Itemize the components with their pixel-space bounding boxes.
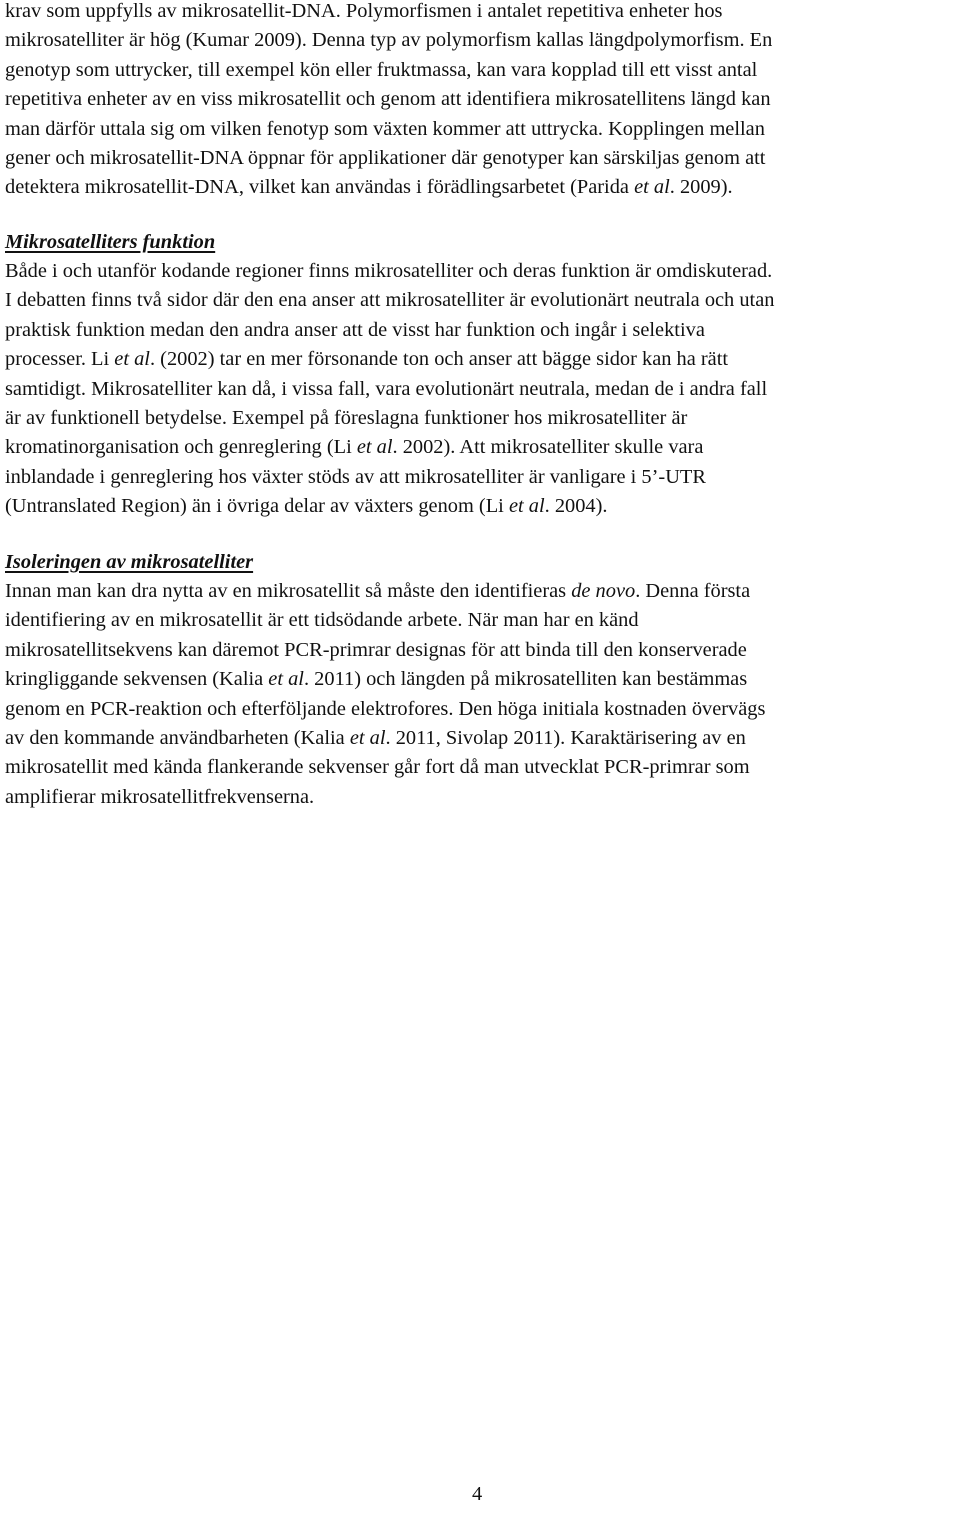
citation-et-al: et al bbox=[356, 436, 393, 459]
text-line: kringliggande sekvensen (Kalia et al. 2011) och längden på mikrosatelliten kan bestämmas bbox=[5, 668, 748, 691]
term-de-novo: de novo bbox=[571, 580, 636, 602]
text-line: detektera mikrosatellit-DNA, vilket kan användas i förädlingsarbetet (Parida et al. 2009). bbox=[5, 176, 733, 199]
text-line: mikrosatellit med kända flankerande sekvenser går fort då man utvecklat PCR-primrar som bbox=[5, 756, 750, 779]
paragraph-3 bbox=[5, 577, 765, 812]
text-line: mikrosatelliter är hög (Kumar 2009). Denna typ av polymorfism kallas längdpolymorfism. En bbox=[5, 29, 773, 52]
text-line: mikrosatellitsekvens kan däremot PCR-primrar designas för att binda till den konserverade bbox=[5, 638, 747, 661]
text-line: samtidigt. Mikrosatelliter kan då, i vissa fall, vara evolutionärt neutrala, medan de i andra fall bbox=[5, 377, 768, 400]
text-line: kromatinorganisation och genreglering (Li et al. 2002). Att mikrosatelliter skulle vara bbox=[5, 436, 704, 459]
citation-et-al: et al bbox=[114, 348, 150, 371]
text-line: man därför uttala sig om vilken fenotyp som växten kommer att uttrycka. Kopplingen mellan bbox=[5, 117, 765, 140]
citation-et-al: et al bbox=[508, 495, 545, 518]
citation-et-al: et al bbox=[349, 726, 386, 749]
text-line: I debatten finns två sidor där den ena anser att mikrosatelliter är evolutionärt neutrala och utan bbox=[5, 289, 775, 312]
text-line: av den kommande användbarheten (Kalia et al. 2011, Sivolap 2011). Karaktärisering av en bbox=[5, 726, 746, 749]
text-line: Både i och utanför kodande regioner finns mikrosatelliter och deras funktion är omdiskuterad. bbox=[5, 260, 773, 282]
section-heading-isoleringen: Isoleringen av mikrosatelliter bbox=[5, 551, 254, 573]
citation-et-al: et al bbox=[268, 668, 304, 691]
text-line: repetitiva enheter av en viss mikrosatellit och genom att identifiera mikrosatellitens längd kan bbox=[5, 88, 771, 111]
text-line: (Untranslated Region) än i övriga delar av växters genom (Li et al. 2004). bbox=[5, 495, 608, 518]
text-line: praktisk funktion medan den andra anser att de visst har funktion och ingår i selektiva bbox=[5, 318, 705, 341]
text-line: processer. Li et al. (2002) tar en mer försonande ton och anser att bägge sidor kan ha rätt bbox=[5, 348, 729, 371]
text-line: identifiering av en mikrosatellit är ett tidsödande arbete. När man har en känd bbox=[5, 609, 639, 632]
text-line: är av funktionell betydelse. Exempel på föreslagna funktioner hos mikrosatelliter är bbox=[5, 406, 688, 429]
text-line: gener och mikrosatellit-DNA öppnar för applikationer där genotyper kan särskiljas genom att bbox=[5, 146, 766, 169]
paragraph-2 bbox=[5, 257, 774, 522]
text-line: inblandade i genreglering hos växter stöds av att mikrosatelliter är vanligare i 5’-UTR bbox=[5, 465, 706, 488]
section-heading-mikrosatelliters-funktion: Mikrosatelliters funktion bbox=[5, 231, 216, 253]
text-line: genom en PCR-reaktion och efterföljande elektrofores. Den höga initiala kostnaden övervägs bbox=[5, 697, 766, 720]
text-line: krav som uppfylls av mikrosatellit-DNA. Polymorfismen i antalet repetitiva enheter hos bbox=[5, 0, 723, 22]
text-line: amplifierar mikrosatellitfrekvenserna. bbox=[5, 785, 315, 808]
text-line: genotyp som uttrycker, till exempel kön eller fruktmassa, kan vara kopplad till ett visst antal bbox=[5, 58, 758, 81]
paragraph-1 bbox=[5, 0, 772, 203]
text-line: Innan man kan dra nytta av en mikrosatellit så måste den identifieras de novo. Denna första bbox=[5, 580, 751, 602]
citation-et-al: et al bbox=[634, 176, 670, 199]
page-number: 4 bbox=[472, 1483, 483, 1505]
